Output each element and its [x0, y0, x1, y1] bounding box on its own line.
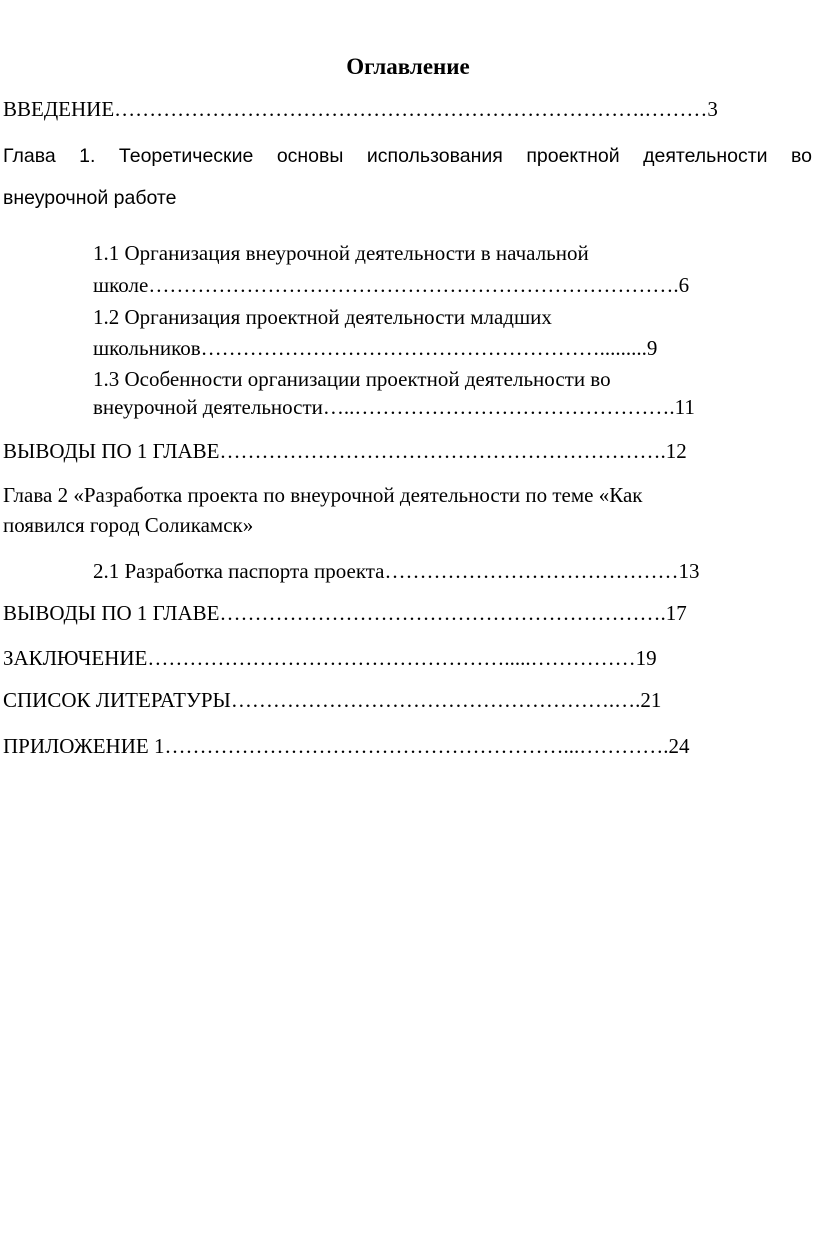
toc-entry-chapter2-line1: Глава 2 «Разработка проекта по внеурочной деятельности по теме «Как [3, 483, 643, 507]
toc-entry-section-1-1-line1: 1.1 Организация внеурочной деятельности в начальной [93, 241, 589, 265]
toc-entry-section-2-1: 2.1 Разработка паспорта проекта……………………………………13 [93, 559, 700, 583]
toc-entry-intro: ВВЕДЕНИЕ………………………………………………………………….………3 [3, 97, 718, 121]
toc-entry-section-1-1-line2: школе………………………………………………………………….6 [93, 273, 690, 297]
toc-entry-section-1-3-line2: внеурочной деятельности…..……………………………………….11 [93, 395, 695, 419]
toc-entry-conclusions-2: ВЫВОДЫ ПО 1 ГЛАВЕ……………………………………………………….17 [3, 601, 687, 625]
toc-entry-conclusion: ЗАКЛЮЧЕНИЕ…………………………………………….....……………19 [3, 646, 657, 670]
toc-entry-chapter2-line2: появился город Соликамск» [3, 513, 254, 537]
toc-entry-appendix: ПРИЛОЖЕНИЕ 1…………………………………………………...………….24 [3, 734, 690, 758]
toc-entry-conclusions-1: ВЫВОДЫ ПО 1 ГЛАВЕ……………………………………………………….12 [3, 439, 687, 463]
toc-entry-chapter1-line2: внеурочной работе [3, 187, 177, 209]
toc-entry-references: СПИСОК ЛИТЕРАТУРЫ……………………………………………….….21 [3, 688, 662, 712]
toc-entry-section-1-2-line1: 1.2 Организация проектной деятельности младших [93, 305, 552, 329]
toc-entry-section-1-3-line1: 1.3 Особенности организации проектной деятельности во [93, 367, 611, 391]
toc-entry-chapter1-line1: Глава 1. Теоретические основы использования проектной деятельности во [3, 145, 812, 167]
toc-title: Оглавление [346, 54, 470, 79]
toc-entry-section-1-2-line2: школьников………………………………………………….........9 [93, 336, 658, 360]
